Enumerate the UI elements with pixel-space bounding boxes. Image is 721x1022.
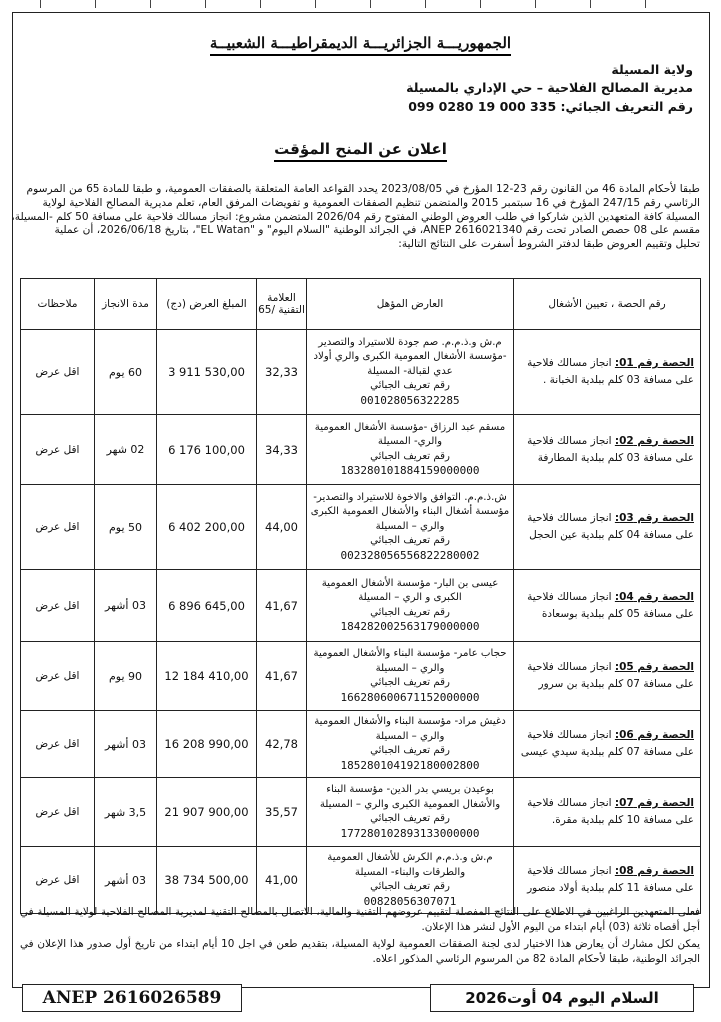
amount-cell: 6 896 645,00 bbox=[157, 570, 257, 642]
score-cell: 44,00 bbox=[257, 485, 307, 570]
lot-cell bbox=[514, 711, 701, 778]
lot-description: انجاز مسالك فلاحية على مسافة 03 كلم ببلدية المطارفة bbox=[527, 434, 694, 464]
lot-description: انجاز مسالك فلاحية على مسافة 07 كلم ببلدية سيدي عيسى bbox=[520, 729, 694, 758]
nif-label: رقم تعريف الجبائي bbox=[370, 450, 450, 462]
bidder-cell bbox=[307, 778, 514, 847]
duration-cell: 02 شهر bbox=[95, 415, 157, 485]
bidder-name: مسقم عبد الرزاق -مؤسسة الأشغال العمومية والري- المسيلة bbox=[314, 421, 506, 447]
amount-cell: 3 911 530,00 bbox=[157, 330, 257, 415]
nif-label: رقم تعريف الجبائي bbox=[370, 535, 450, 547]
closing-paragraphs bbox=[20, 905, 700, 969]
table-row bbox=[21, 330, 701, 415]
intro-line: الرئاسي رقم 247/15 المؤرخ في 16 سبتمبر 2015 والمتضمن تنظيم الصفقات العمومية و تفويضات المرفق العام، تعلم مديرية المصالح الفلاحية لولاية bbox=[42, 196, 700, 209]
score-cell: 41,67 bbox=[257, 642, 307, 711]
intro-line: المسيلة كافة المتعهدين الذين شاركوا في طلب العروض الوطني المفتوح رقم 2026/04 المتضمن مشروع: انجاز مسالك فلاحية على مسافة 50 كلم -المسيلة، bbox=[11, 210, 700, 223]
note-cell: اقل عرض bbox=[21, 847, 95, 914]
bidder-name: بوعيدن بريسي بدر الدين- مؤسسة البناء والأشغال العمومية الكبرى والري – المسيلة bbox=[319, 784, 501, 810]
score-cell: 42,78 bbox=[257, 711, 307, 778]
note-cell: اقل عرض bbox=[21, 778, 95, 847]
duration-cell: 60 يوم bbox=[95, 330, 157, 415]
score-cell: 41,00 bbox=[257, 847, 307, 914]
table-header-row bbox=[21, 279, 701, 330]
nif-label: رقم تعريف الجبائي bbox=[370, 606, 450, 618]
amount-cell: 6 176 100,00 bbox=[157, 415, 257, 485]
amount-cell: 38 734 500,00 bbox=[157, 847, 257, 914]
note-cell: اقل عرض bbox=[21, 642, 95, 711]
wilaya-line: ولاية المسيلة bbox=[611, 62, 693, 77]
bidder-cell bbox=[307, 642, 514, 711]
lot-number: الحصة رقم 03: bbox=[614, 512, 694, 524]
col-header-score: العلامة التقنية /65 bbox=[257, 279, 307, 330]
lot-number: الحصة رقم 04: bbox=[614, 590, 694, 603]
col-header-amount: المبلغ العرض (دج) bbox=[157, 279, 257, 330]
table-row bbox=[21, 778, 701, 847]
score-cell: 41,67 bbox=[257, 570, 307, 642]
duration-cell: 50 يوم bbox=[95, 485, 157, 570]
intro-paragraph bbox=[11, 183, 700, 252]
nif-label: رقم تعريف الجبائي bbox=[370, 677, 450, 688]
amount-cell: 6 402 200,00 bbox=[157, 485, 257, 570]
lot-number: الحصة رقم 06: bbox=[614, 729, 694, 741]
bidder-cell bbox=[307, 570, 514, 642]
bidder-cell bbox=[307, 711, 514, 778]
bidder-nif: 001028056322285 bbox=[360, 393, 460, 407]
table-row bbox=[21, 415, 701, 485]
lot-cell bbox=[514, 485, 701, 570]
bidder-cell bbox=[307, 847, 514, 914]
bidder-nif: 177280102893133000000 bbox=[340, 826, 480, 840]
amount-cell: 12 184 410,00 bbox=[157, 642, 257, 711]
note-cell: اقل عرض bbox=[21, 330, 95, 415]
lot-cell bbox=[514, 642, 701, 711]
bidder-cell bbox=[307, 330, 514, 415]
col-header-lot: رقم الحصة ، تعيين الأشغال bbox=[514, 279, 701, 330]
results-consultation-paragraph: فعلى المتعهدين الراغبين في الاطلاع على النتائج المفصلة لتقييم عروضهم التقنية والمالية، الاتصال بالمصالح التقنية لمديرية المصالح الفلاحية لولاية المسيلة في أجل أقصاه ثلاثة (03) أيام ابتداء من اليوم الأول لنشر هذا الإعلان. bbox=[20, 906, 700, 933]
lot-number: الحصة رقم 01: bbox=[614, 357, 694, 369]
duration-cell: 03 أشهر bbox=[95, 711, 157, 778]
table-row bbox=[21, 570, 701, 642]
bidder-nif: 183280101884159000000 bbox=[340, 464, 480, 477]
lot-description: انجاز مسالك فلاحية على مسافة 10 كلم ببلدية مقرة. bbox=[527, 797, 694, 826]
lot-number: الحصة رقم 05: bbox=[614, 661, 694, 673]
lot-description: انجاز مسالك فلاحية على مسافة 07 كلم ببلدية بن سرور bbox=[527, 661, 694, 690]
note-cell: اقل عرض bbox=[21, 415, 95, 485]
lot-cell bbox=[514, 330, 701, 415]
nif-label: رقم تعريف الجبائي bbox=[370, 813, 450, 824]
score-cell: 35,57 bbox=[257, 778, 307, 847]
col-header-notes: ملاحظات bbox=[21, 279, 95, 330]
directorate-line: مديرية المصالح الفلاحية – حي الإداري بالمسيلة bbox=[406, 80, 693, 95]
bidder-name: م.ش و.ذ.م.م الكرش للأشغال العمومية والطرقات والبناء- المسيلة bbox=[327, 852, 493, 878]
table-row bbox=[21, 711, 701, 778]
duration-cell: 3,5 شهر bbox=[95, 778, 157, 847]
bidder-nif: 184282002563179000000 bbox=[340, 620, 480, 633]
bidder-name: ش.ذ.م.م. التوافق والاخوة للاستيراد والتصدير- مؤسسة أشغال البناء والأشغال العمومية الكبرى والري – المسيلة bbox=[310, 491, 510, 532]
lot-cell bbox=[514, 570, 701, 642]
nif-label: رقم تعريف الجبائي bbox=[370, 881, 450, 892]
announcement-title: اعلان عن المنح المؤقت bbox=[0, 140, 721, 158]
bidder-cell bbox=[307, 485, 514, 570]
tax-id-line: رقم التعريف الجبائي: 335 000 19 0280 099 bbox=[408, 99, 693, 114]
lot-cell bbox=[514, 847, 701, 914]
score-cell: 32,33 bbox=[257, 330, 307, 415]
lot-description: انجاز مسالك فلاحية على مسافة 05 كلم ببلدية بوسعادة bbox=[527, 590, 694, 620]
intro-line: تحليل وتقييم العروض طبقا لدفتر الشروط أسفرت على النتائج التالية: bbox=[398, 238, 700, 251]
lot-number: الحصة رقم 07: bbox=[614, 797, 694, 809]
lot-number: الحصة رقم 08: bbox=[614, 865, 694, 877]
print-crop-marks bbox=[0, 0, 721, 10]
bidder-name: عيسى بن البار- مؤسسة الأشغال العمومية الكبرى و الري – المسيلة bbox=[321, 577, 499, 603]
lot-description: انجاز مسالك فلاحية على مسافة 11 كلم ببلدية أولاد منصور bbox=[527, 865, 694, 894]
amount-cell: 21 907 900,00 bbox=[157, 778, 257, 847]
score-cell: 34,33 bbox=[257, 415, 307, 485]
bidder-cell bbox=[307, 415, 514, 485]
note-cell: اقل عرض bbox=[21, 711, 95, 778]
note-cell: اقل عرض bbox=[21, 570, 95, 642]
bidder-name: م.ش و.ذ.م.م. صم جودة للاستيراد والتصدير -مؤسسة الأشغال العمومية الكبرى والري أولاد عدي لقبالة- المسيلة bbox=[313, 336, 507, 377]
duration-cell: 03 أشهر bbox=[95, 570, 157, 642]
bidder-nif: 166280600671152000000 bbox=[340, 690, 480, 704]
intro-line: طبقا لأحكام المادة 46 من القانون رقم 23-12 المؤرخ في 2023/08/05 يحدد القواعد العامة المتعلقة بالصفقات العمومية، و طبقا للمادة 65 من المرسوم bbox=[26, 183, 700, 195]
bidder-name: حجاب عامر- مؤسسة البناء والأشغال العمومية والري – المسيلة bbox=[313, 648, 507, 674]
col-header-duration: مدة الانجاز bbox=[95, 279, 157, 330]
table-row bbox=[21, 847, 701, 914]
col-header-bidder: العارض المؤهل bbox=[307, 279, 514, 330]
newspaper-date-box: السلام اليوم 04 أوت2026 bbox=[430, 984, 694, 1012]
duration-cell: 03 أشهر bbox=[95, 847, 157, 914]
bidder-nif: 00828056307071 bbox=[363, 894, 457, 908]
bidder-nif: 185280104192180002800 bbox=[340, 758, 480, 772]
bidder-nif: 002328056556822280002 bbox=[340, 548, 480, 562]
appeal-paragraph: يمكن لكل مشارك أن يعارض هذا الاختيار لدى لجنة الصفقات العمومية لولاية المسيلة، بتقديم طعن في اجل 10 أيام ابتداء من تاريخ أول صدور هذا الإعلان في الجرائد الوطنية، طبقا لأحكام المادة 82 من المرسوم الرئاسي المذكور اعلاه. bbox=[20, 938, 701, 965]
republic-heading: الجمهوريـــة الجزائريـــة الديمقراطيـــة الشعبيــة bbox=[0, 34, 721, 52]
note-cell: اقل عرض bbox=[21, 485, 95, 570]
lot-description: انجاز مسالك فلاحية على مسافة 03 كلم ببلدية الخبانة . bbox=[527, 357, 694, 386]
nif-label: رقم تعريف الجبائي bbox=[370, 380, 450, 392]
duration-cell: 90 يوم bbox=[95, 642, 157, 711]
nif-label: رقم تعريف الجبائي bbox=[370, 745, 450, 756]
amount-cell: 16 208 990,00 bbox=[157, 711, 257, 778]
lot-cell bbox=[514, 415, 701, 485]
table-row bbox=[21, 485, 701, 570]
anep-reference-box: ANEP 2616026589 bbox=[22, 984, 242, 1012]
intro-line: مقسم على 08 حصص الصادر تحت رقم ANEP 2616021340، في الجرائد الوطنية "السلام اليوم" و "EL Watan"، بتاريخ 2026/06/18، أن عملية bbox=[54, 224, 700, 237]
lot-description: انجاز مسالك فلاحية على مسافة 04 كلم ببلدية عين الحجل bbox=[527, 512, 694, 541]
table-row bbox=[21, 642, 701, 711]
award-table bbox=[20, 278, 701, 914]
lot-number: الحصة رقم 02: bbox=[614, 434, 694, 447]
lot-cell bbox=[514, 778, 701, 847]
bidder-name: دغيش مراد- مؤسسة البناء والأشغال العمومية والري – المسيلة bbox=[314, 716, 506, 742]
